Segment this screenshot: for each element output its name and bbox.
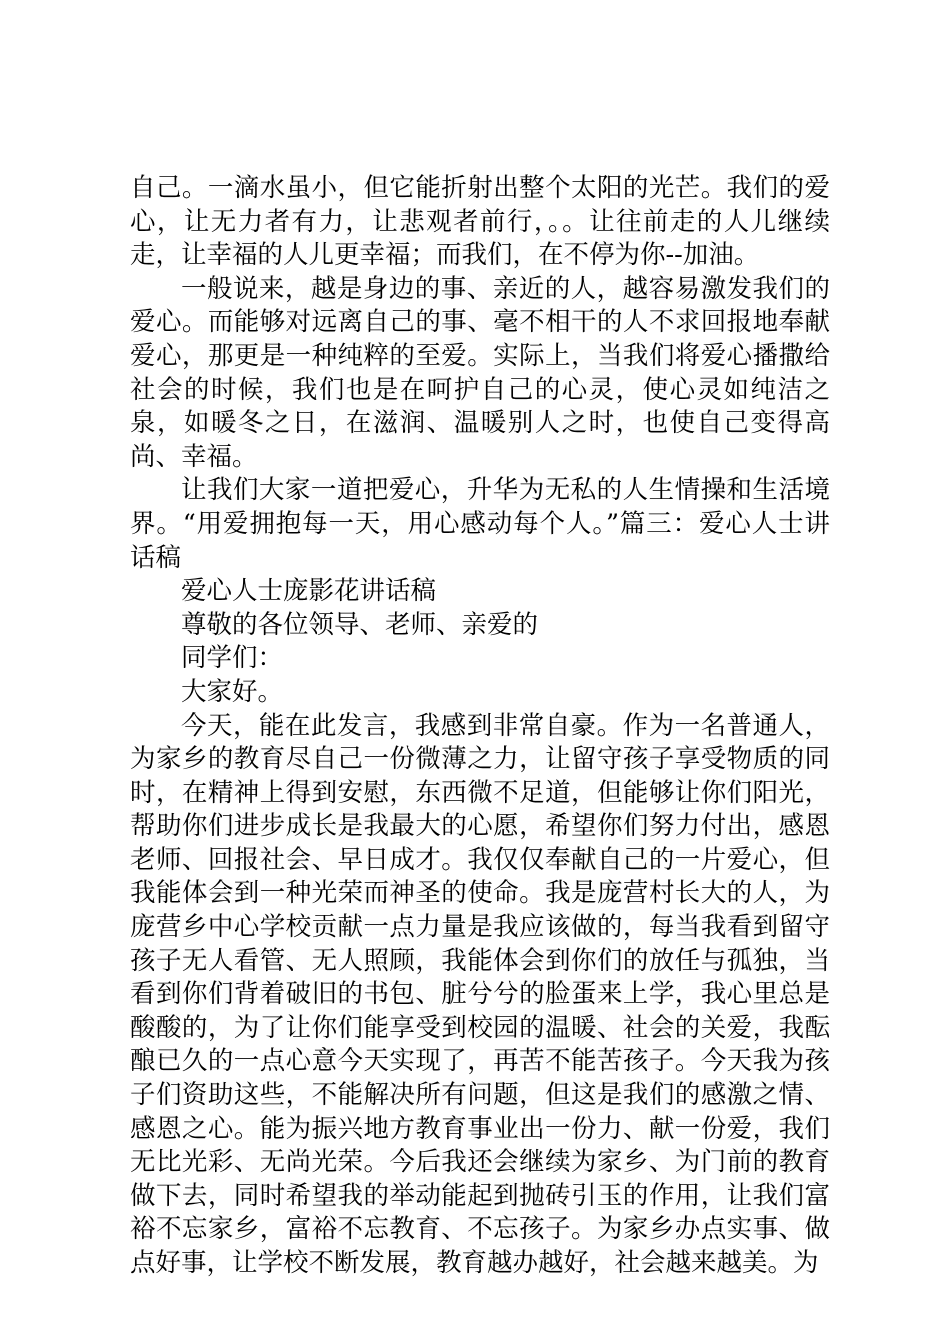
paragraph-love-nearby: 一般说来，越是身边的事、亲近的人，越容易激发我们的爱心。而能够对远离自己的事、毫不相干的人不求回报地奉献爱心，那更是一种纯粹的至爱。实际上，当我们将爱心播撒给社会的时候，我们也是在呵护自己的心灵，使心灵如纯洁之泉，如暖冬之日，在滋润、温暖别人之时，也使自己变得高尚、幸福。 <box>130 273 830 472</box>
speech-title: 爱心人士庞影花讲话稿 <box>181 576 437 607</box>
salutation-line-1: 尊敬的各位领导、老师、亲爱的 <box>181 609 539 640</box>
document-body <box>130 172 830 1281</box>
paragraph-continuation: 自己。一滴水虽小，但它能折射出整个太阳的光芒。我们的爱心，让无力者有力，让悲观者前行，。。让往前走的人儿继续走，让幸福的人儿更幸福；而我们，在不停为你--加油。 <box>130 173 830 271</box>
paragraph-sublimate-love: 让我们大家一道把爱心，升华为无私的人生情操和生活境界。“用爱拥抱每一天，用心感动每个人。”篇三：爱心人士讲话稿 <box>130 475 830 573</box>
greeting: 大家好。 <box>181 676 284 707</box>
paragraph-speech-body: 今天，能在此发言，我感到非常自豪。作为一名普通人，为家乡的教育尽自己一份微薄之力，让留守孩子享受物质的同时，在精神上得到安慰，东西微不足道，但能够让你们阳光，帮助你们进步成长是我最大的心愿，希望你们努力付出，感恩老师、回报社会、早日成才。我仅仅奉献自己的一片爱心，但我能体会到一种光荣而神圣的使命。我是庞营村长大的人，为庞营乡中心学校贡献一点力量是我应该做的，每当我看到留守孩子无人看管、无人照顾，我能体会到你们的放任与孤独，当看到你们背着破旧的书包、脏兮兮的脸蛋来上学，我心里总是酸酸的，为了让你们能享受到校园的温暖、社会的关爱，我酝酿已久的一点心意今天实现了，再苦不能苦孩子。今天我为孩子们资助这些，不能解决所有问题，但这是我们的感激之情、感恩之心。能为振兴地方教育事业出一份力、献一份爱，我们无比光彩、无尚光荣。今后我还会继续为家乡、为门前的教育做下去，同时希望我的举动能起到抛砖引玉的作用，让我们富裕不忘家乡，富裕不忘教育、不忘孩子。为家乡办点实事、做点好事，让学校不断发展，教育越办越好，社会越来越美。为 <box>130 710 830 1278</box>
salutation-line-2: 同学们： <box>181 643 284 674</box>
